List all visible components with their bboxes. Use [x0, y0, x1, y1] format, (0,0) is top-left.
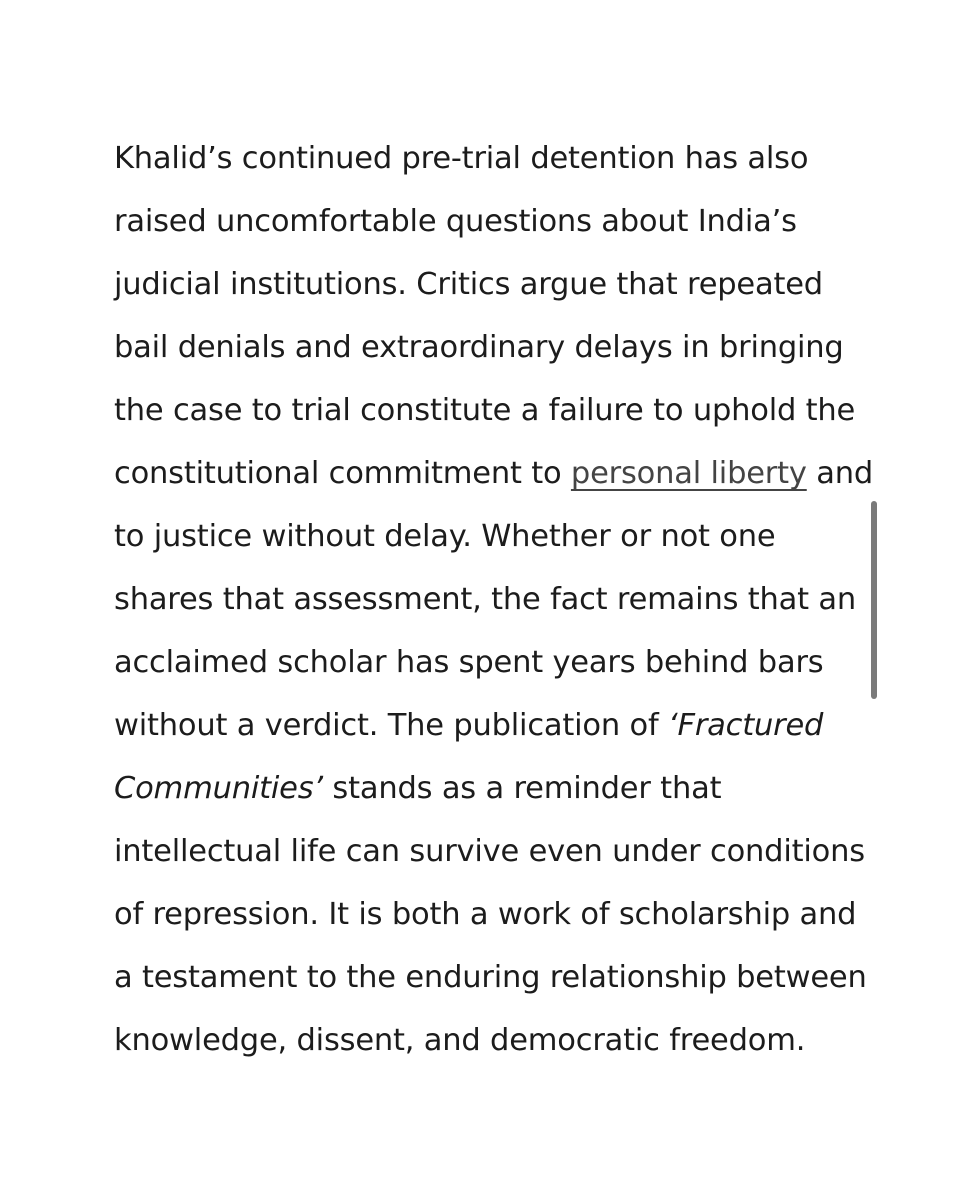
text-line: Khalid’s continued pre-trial detention has also	[114, 141, 809, 176]
text-line: judicial institutions. Critics argue that repeated	[114, 267, 823, 302]
text-line: the case to trial constitute a failure to uphold the	[114, 393, 856, 428]
text-line: bail denials and extraordinary delays in bringing	[114, 330, 844, 365]
text-segment: without a verdict. The publication of	[114, 708, 668, 743]
text-segment: stands as a reminder that	[322, 771, 722, 806]
text-line: shares that assessment, the fact remains that an	[114, 582, 857, 617]
text-line: of repression. It is both a work of scholarship and	[114, 897, 857, 932]
article-paragraph	[114, 127, 874, 1072]
text-line: raised uncomfortable questions about India’s	[114, 204, 797, 239]
text-line: intellectual life can survive even under conditions	[114, 834, 865, 869]
text-line-with-link	[114, 442, 874, 505]
text-segment: and	[806, 456, 874, 491]
text-line-with-title	[114, 694, 874, 757]
text-line: a testament to the enduring relationship between	[114, 960, 867, 995]
book-title-end: Communities’	[114, 771, 323, 806]
text-line: knowledge, dissent, and democratic freedom.	[114, 1023, 806, 1058]
vertical-scrollbar-thumb[interactable]	[871, 501, 877, 699]
article-body	[114, 127, 874, 1072]
text-line: acclaimed scholar has spent years behind bars	[114, 645, 824, 680]
text-segment: constitutional commitment to	[114, 456, 571, 491]
text-line: to justice without delay. Whether or not one	[114, 519, 776, 554]
text-line-with-title	[114, 757, 874, 820]
personal-liberty-link[interactable]: personal liberty	[570, 456, 807, 491]
book-title-start: ‘Fractured	[668, 708, 824, 743]
